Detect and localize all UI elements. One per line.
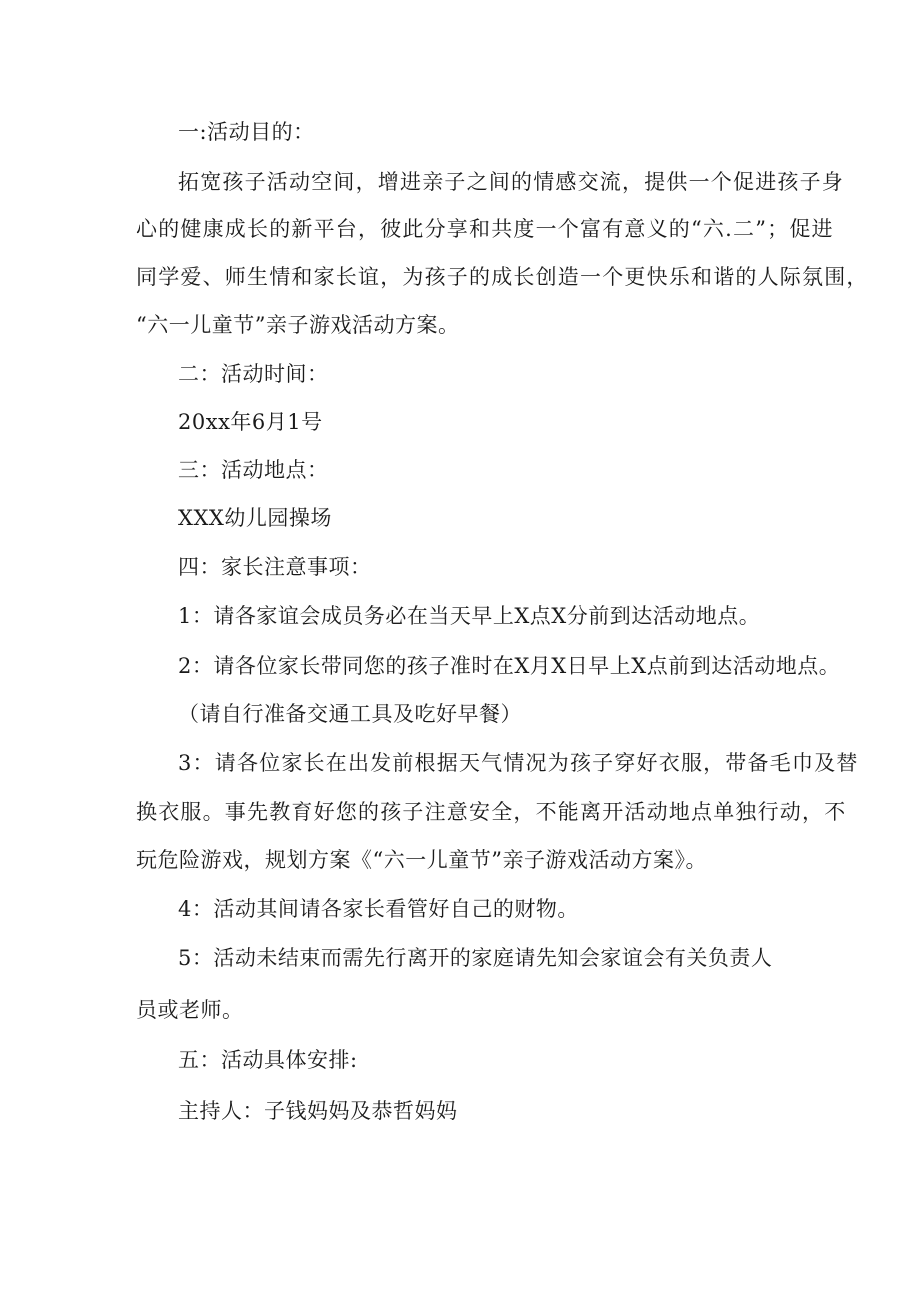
note-item-1: 1：请各家谊会成员务必在当天早上X点X分前到达活动地点。	[178, 604, 761, 628]
note-item-2: 2：请各位家长带同您的孩子准时在X月X日早上X点前到达活动地点。	[178, 654, 841, 678]
paragraph-line: 同学爱、师生情和家长谊，为孩子的成长创造一个更快乐和谐的人际氛围，	[136, 265, 869, 289]
note-item-4: 4：活动其间请各家长看管好自己的财物。	[178, 897, 579, 921]
paragraph-line: 心的健康成长的新平台，彼此分享和共度一个富有意义的“六.二”；促进	[136, 217, 834, 241]
section-heading-schedule: 五：活动具体安排:	[178, 1048, 358, 1072]
section-heading-location: 三：活动地点：	[178, 458, 329, 482]
section-heading-purpose: 一:活动目的：	[178, 120, 315, 144]
note-item-3: 3：请各位家长在出发前根据天气情况为孩子穿好衣服，带备毛巾及替	[178, 751, 859, 775]
note-item-2-remark: （请自行准备交通工具及吃好早餐）	[178, 702, 522, 726]
section-heading-notes: 四：家长注意事项：	[178, 555, 372, 579]
paragraph-line: 换衣服。事先教育好您的孩子注意安全，不能离开活动地点单独行动，不	[136, 800, 847, 824]
paragraph-line: 玩危险游戏，规划方案《“六一儿童节”亲子游戏活动方案》。	[136, 848, 707, 872]
note-item-5: 5：活动未结束而需先行离开的家庭请先知会家谊会有关负责人	[178, 946, 773, 970]
host-line: 主持人：子钱妈妈及恭哲妈妈	[178, 1099, 458, 1123]
paragraph-line: 拓宽孩子活动空间，增进亲子之间的情感交流，提供一个促进孩子身	[178, 170, 844, 194]
section-heading-time: 二：活动时间：	[178, 362, 329, 386]
event-location: XXX幼儿园操场	[178, 506, 332, 530]
event-date: 20xx年6月1号	[178, 410, 323, 434]
paragraph-line: 员或老师。	[136, 998, 244, 1022]
paragraph-line: “六一儿童节”亲子游戏活动方案。	[136, 313, 460, 337]
